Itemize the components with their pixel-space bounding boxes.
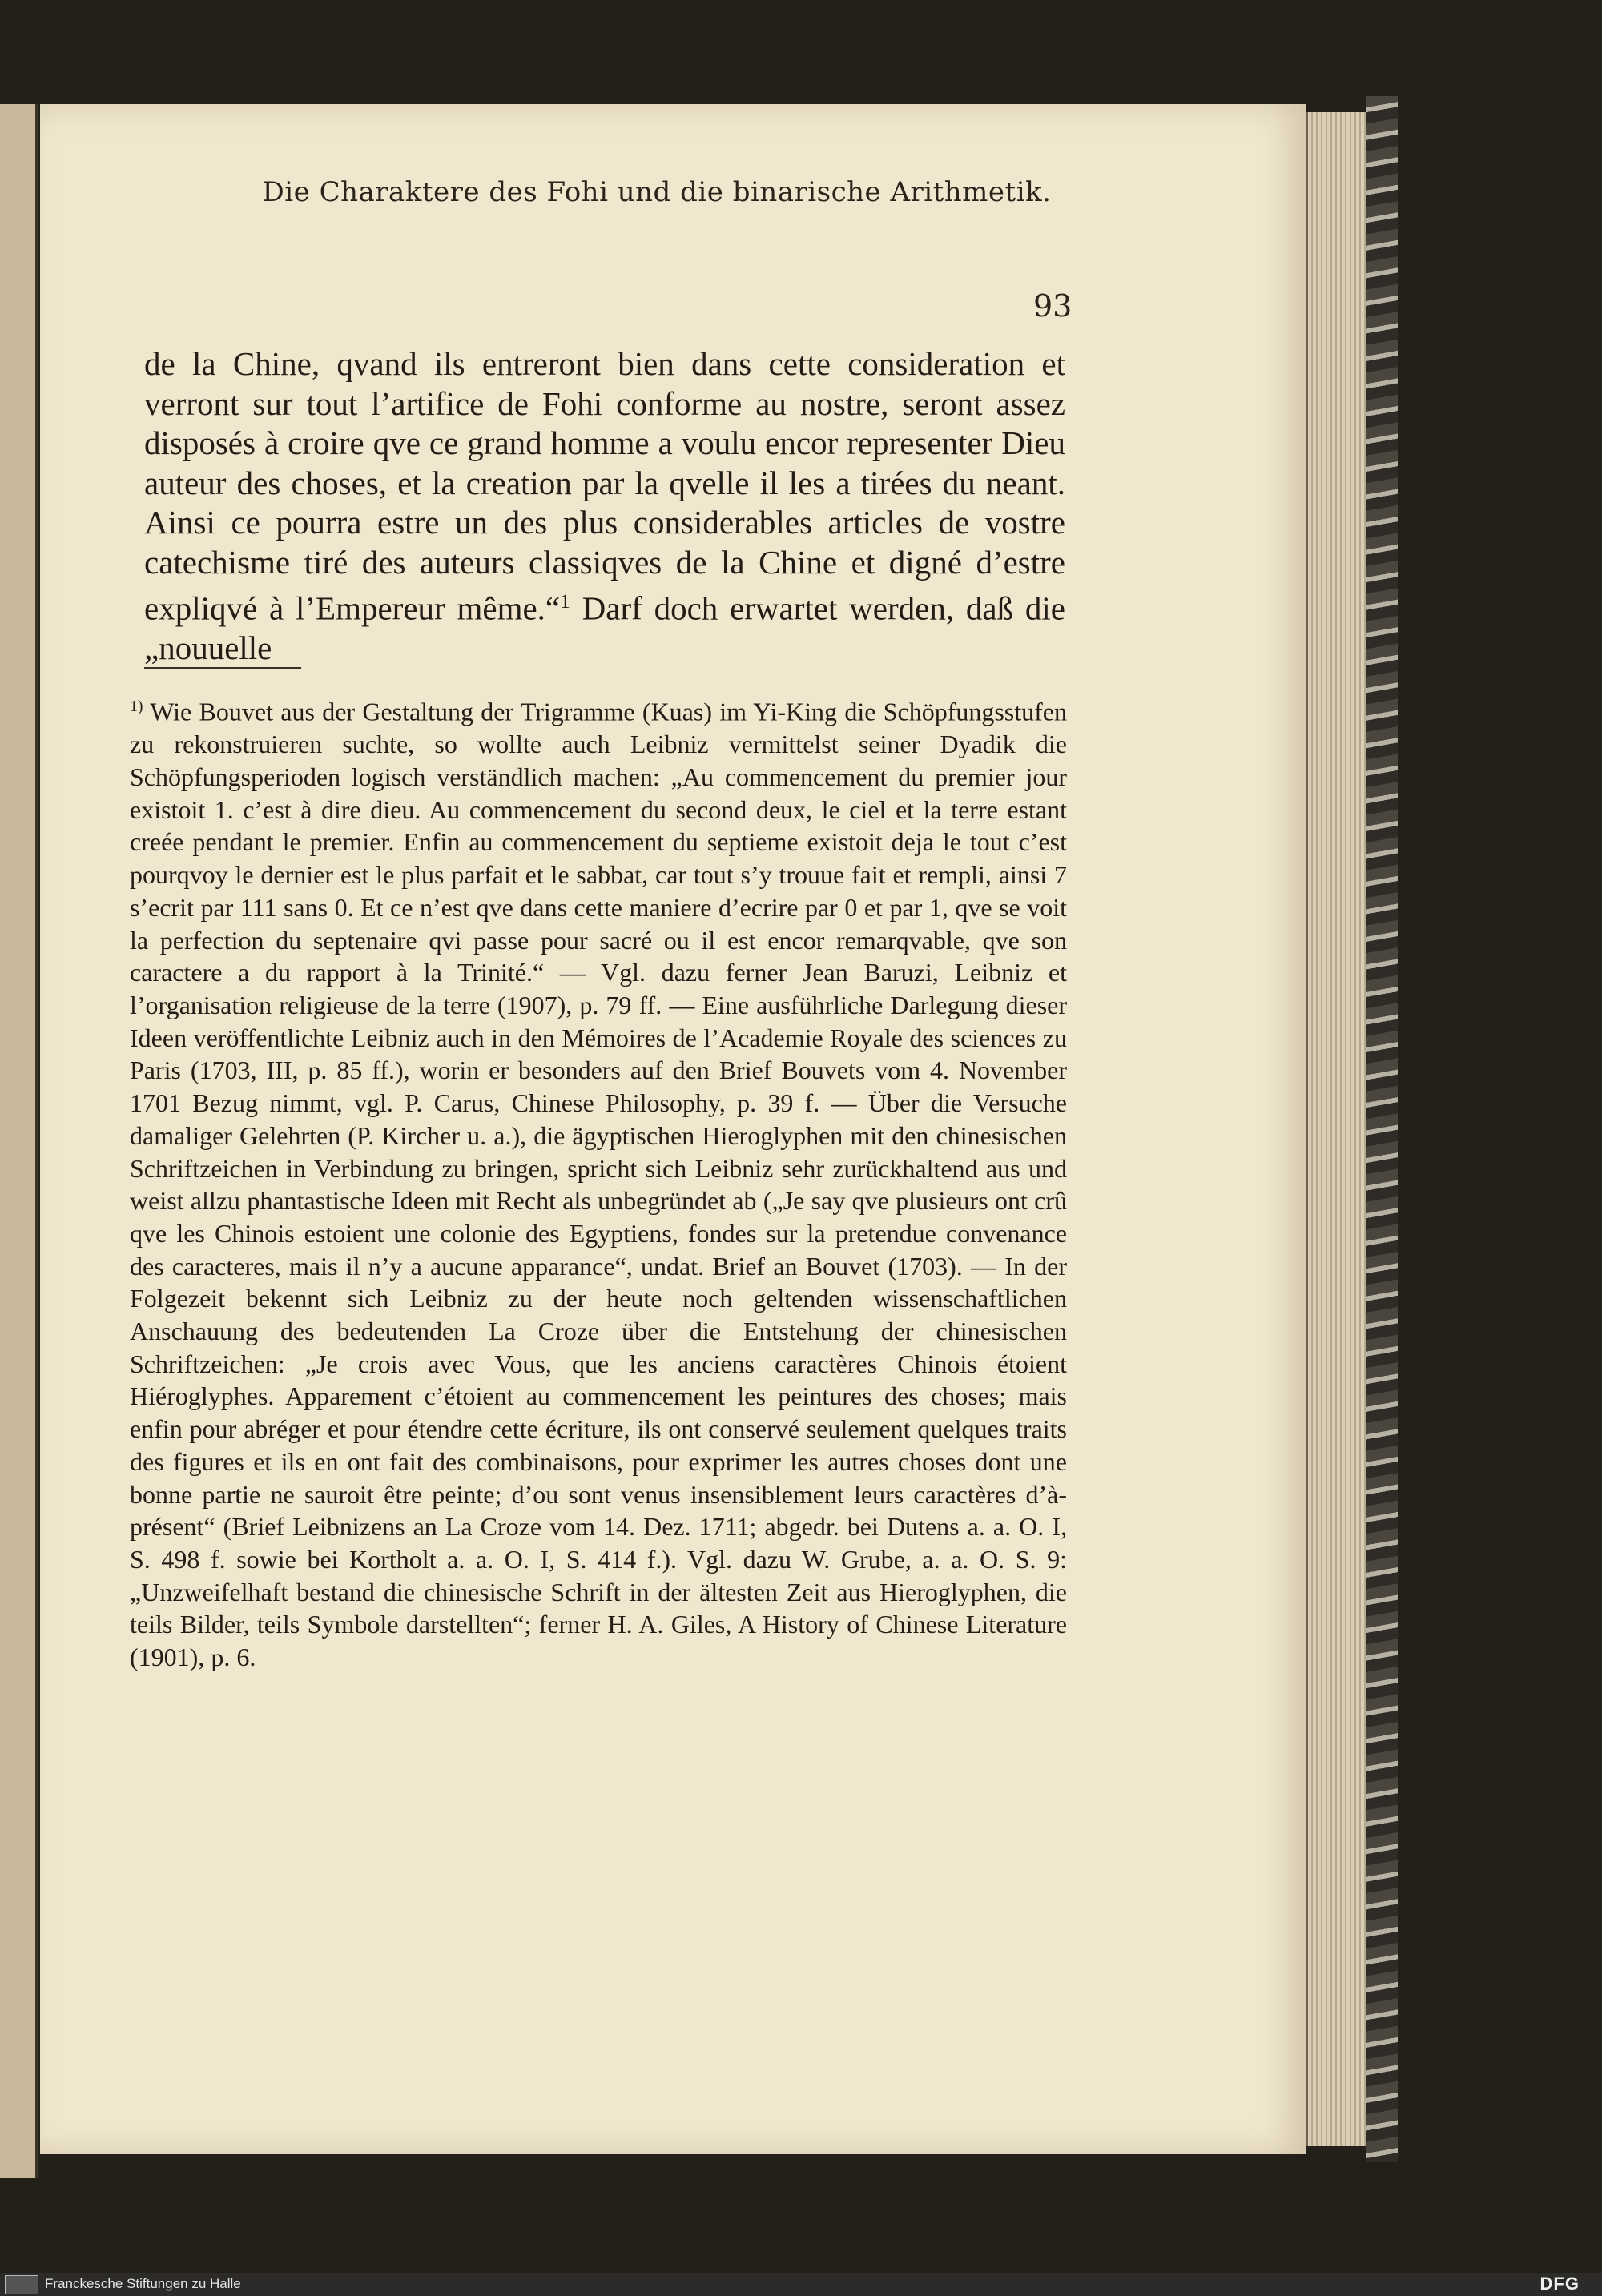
page-block-edge — [1306, 112, 1372, 2146]
page-number: 93 — [1033, 288, 1073, 324]
source-label: Franckesche Stiftungen zu Halle — [45, 2276, 241, 2291]
footnote-divider — [144, 667, 301, 669]
footnote-marker: 1) — [130, 698, 143, 715]
body-paragraph — [144, 344, 1065, 669]
dfg-logo: DFG — [1540, 2274, 1580, 2294]
running-head: Die Charaktere des Fohi und die binarische Arithmetik. — [262, 176, 1052, 208]
body-text: de la Chine, qvand ils entreront bien dans cette consideration et verront sur tout l’artifice de Fohi conforme au nostre, seront assez disposés à croire qve ce grand homme a voulu encor representer Dieu auteur des choses, et la creation par la qvelle il les a tirées du neant. Ainsi ce pourra estre un des plus considerables articles de vostre catechisme tiré des auteurs classiqves de la Chine et digné d’estre expliqvé à l’Empereur même.“ — [144, 345, 1065, 627]
institution-logo-icon — [5, 2275, 38, 2294]
book-cover-board — [1366, 96, 1398, 2162]
body-text-continuation: Darf doch erwartet werden, daß die „nouuelle — [144, 589, 1065, 667]
footnote-reference: 1 — [560, 590, 570, 613]
facing-page-edge — [0, 104, 38, 2178]
footnote-text: Wie Bouvet aus der Gestaltung der Trigramme (Kuas) im Yi-King die Schöpfungsstufen zu rekonstruieren suchte, so wollte auch Leibniz vermittelst seiner Dyadik die Schöpfungsperioden logisch verständlich machen: „Au commencement du premier jour existoit 1. c’est à dire dieu. Au commencement du second deux, le ciel et la terre estant creée pendant le premier. Enfin au commencement du septieme existoit deja le tout c’est pourqvoy le dernier est le plus parfait et le sabbat, car tout s’y trouue fait et rempli, ainsi 7 s’ecrit par 111 sans 0. Et ce n’est qve dans cette maniere d’ecrire par 0 et par 1, qve se voit la perfection du septenaire qvi passe pour sacré ou il est encor remarqvable, qve son caractere a du rapport à la Trinité.“ — Vgl. dazu ferner Jean Baruzi, Leibniz et l’organisation religieuse de la terre (1907), p. 79 ff. — Eine ausführliche Darlegung dieser Ideen veröffentlichte Leibniz auch in den Mémoires de l’Academie Royale des sciences zu Paris (1703, III, p. 85 ff.), worin er besonders auf den Brief Bouvets vom 4. November 1701 Bezug nimmt, vgl. P. Carus, Chinese Philosophy, p. 39 f. — Über die Versuche damaliger Gelehrten (P. Kircher u. a.), die ägyptischen Hieroglyphen mit den chinesischen Schriftzeichen in Verbindung zu bringen, spricht sich Leibniz sehr zurückhaltend aus und weist allzu phantastische Ideen mit Recht als unbegründet ab („Je say qve plusieurs ont crû qve les Chinois estoient une colonie des Egyptiens, fondes sur la pretendue convenance des caracteres, mais il n’y a aucune apparance“, undat. Brief an Bouvet (1703). — In der Folgezeit bekennt sich Leibniz zu der heute noch geltenden wissenschaftlichen Anschauung des bedeutenden La Croze über die Entstehung der chinesischen Schriftzeichen: „Je crois avec Vous, que les anciens caractères Chinois étoient Hiéroglyphes. Apparement c’étoient au commencement les peintures des choses; mais enfin pour abréger et pour étendre cette écriture, ils ont conservé seulement quelques traits des figures et ils en ont fait des combinaisons, pour exprimer les autres choses dont une bonne partie ne sauroit être peinte; d’ou sont venus insensiblement leurs caractères d’à-présent“ (Brief Leibnizens an La Croze vom 14. Dez. 1711; abgedr. bei Dutens a. a. O. I, S. 498 f. sowie bei Kortholt a. a. O. I, S. 414 f.). Vgl. dazu W. Grube, a. a. O. S. 9: „Unzweifelhaft bestand die chinesische Schrift in der ältesten Zeit aus Hieroglyphen, die teils Bilder, teils Symbole darstellten“; ferner H. A. Giles, A History of Chinese Literature (1901), p. 6. — [130, 697, 1067, 1672]
footnote — [130, 690, 1067, 1674]
